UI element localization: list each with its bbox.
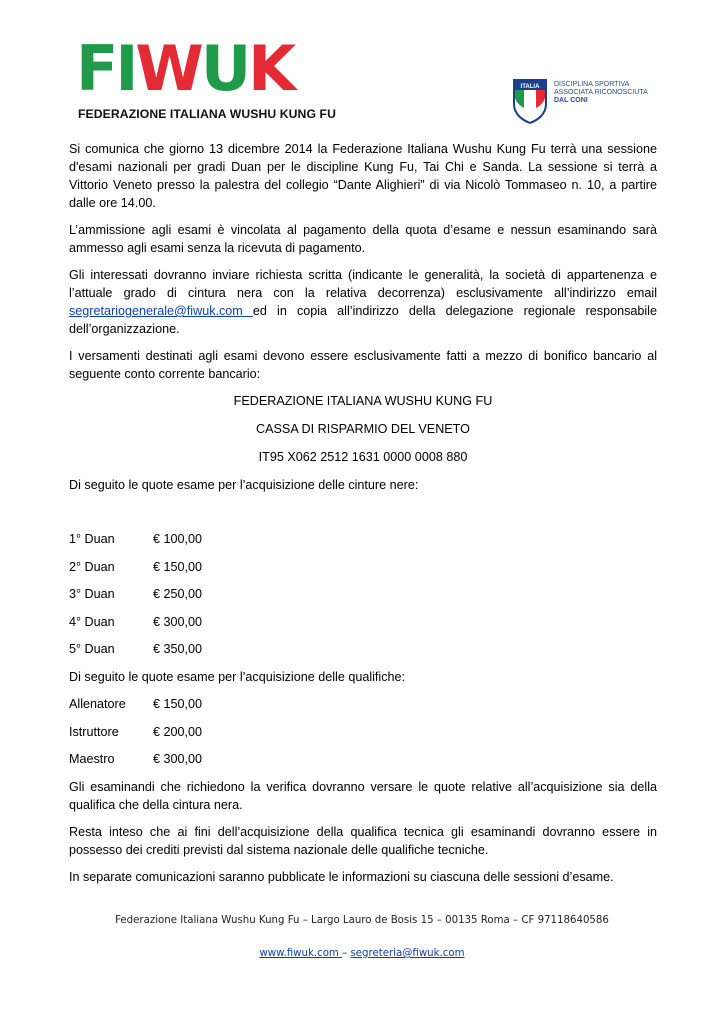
fee-row xyxy=(69,613,657,631)
fee-row xyxy=(69,695,657,713)
bank-iban: IT95 X062 2512 1631 0000 0008 880 xyxy=(258,450,468,464)
paragraph-credits: Resta inteso che ai fini dell’acquisizione della qualifica tecnica gli esaminandi dovranno essere in possesso dei crediti previsti dal sistema nazionale delle qualifiche tecniche. xyxy=(69,824,657,857)
fee-amount: € 300,00 xyxy=(153,614,203,629)
spacer xyxy=(69,503,657,530)
paragraph-verification: Gli esaminandi che richiedono la verifica dovranno versare le quote relative all’acquisizione sia della qualifica che della cintura nera. xyxy=(69,779,657,812)
logo-wordmark: FIWUK xyxy=(76,32,294,105)
fee-label: Maestro xyxy=(69,752,115,767)
fee-label: Istruttore xyxy=(69,724,119,739)
fee-row xyxy=(69,558,657,576)
paragraph-admission: L’ammissione agli esami è vincolata al pagamento della quota d’esame e nessun esaminando sarà ammesso agli esami senza la ricevuta di pagamento. xyxy=(69,223,657,255)
fee-amount: € 250,00 xyxy=(153,587,203,602)
fee-label: 4° Duan xyxy=(69,614,115,629)
fee-label: 5° Duan xyxy=(69,642,115,657)
website-link[interactable]: www.fiwuk.com xyxy=(259,948,343,959)
coni-line: DAL CONI xyxy=(554,97,588,104)
coni-badge xyxy=(512,78,652,126)
logo-subtitle: FEDERAZIONE ITALIANA WUSHU KUNG FU xyxy=(78,107,336,121)
duan-fee-list xyxy=(69,530,657,658)
fee-amount: € 100,00 xyxy=(153,532,203,546)
italia-shield-icon xyxy=(512,78,548,124)
footer-email-link[interactable]: segreteria@fiwuk.com xyxy=(350,948,465,959)
fee-row xyxy=(69,750,657,768)
fee-amount: € 350,00 xyxy=(153,642,203,657)
coni-line: DISCIPLINA SPORTIVA xyxy=(554,81,630,88)
paragraph-announcement: Si comunica che giorno 13 dicembre 2014 la Federazione Italiana Wushu Kung Fu terrà una sessione d'esami nazionali per gradi Duan per le discipline Kung Fu, Tai Chi e Sanda. La sessione si terrà a Vittorio Veneto presso la palestra del collegio “Dante Alighieri” di via Nicolò Tommaseo n. 10, a partire dalle ore 14.00. xyxy=(69,142,657,210)
email-link[interactable]: segretariogenerale@fiwuk.com xyxy=(69,304,253,318)
request-text: Gli interessati dovranno inviare richiesta scritta (indicante le generalità, la società di appartenenza e l’attuale grado di cintura nera con la relativa decorrenza) esclusivamente all’indirizzo email xyxy=(69,268,657,300)
fiwuk-logo xyxy=(76,32,336,124)
fee-row xyxy=(69,640,657,658)
fee-label: 3° Duan xyxy=(69,587,115,602)
paragraph-payment: I versamenti destinati agli esami devono essere esclusivamente fatti a mezzo di bonifico bancario al seguente conto corrente bancario: xyxy=(69,349,657,381)
coni-line: ASSOCIATA RICONOSCIUTA xyxy=(554,89,648,96)
paragraph-closing: In separate comunicazioni saranno pubblicate le informazioni su ciascuna delle sessioni d’esame. xyxy=(69,869,614,884)
duan-fees-intro: Di seguito le quote esame per l’acquisizione delle cinture nere: xyxy=(69,478,419,492)
fee-amount: € 300,00 xyxy=(153,752,203,767)
fee-label: 1° Duan xyxy=(69,532,115,546)
footer-address: Federazione Italiana Wushu Kung Fu – Largo Lauro de Bosis 15 – 00135 Roma – CF 97118640586 xyxy=(115,915,609,926)
footer-links xyxy=(0,948,724,959)
fee-row xyxy=(69,530,657,548)
qualification-fee-list xyxy=(69,695,657,768)
shield-label: ITALIA xyxy=(520,84,540,90)
fee-row xyxy=(69,585,657,603)
bank-name: CASSA DI RISPARMIO DEL VENETO xyxy=(256,422,470,436)
footer-separator: – xyxy=(342,948,351,959)
letter-body xyxy=(69,140,657,895)
fee-amount: € 150,00 xyxy=(153,559,203,574)
request-text-end: ed in copia all’indirizzo della delegazione regionale responsabile dell’organizzazione. xyxy=(69,304,657,336)
coni-text xyxy=(554,81,654,105)
fee-amount: € 200,00 xyxy=(153,724,203,739)
qualification-fees-intro: Di seguito le quote esame per l’acquisizione delle qualifiche: xyxy=(69,669,406,684)
bank-beneficiary: FEDERAZIONE ITALIANA WUSHU KUNG FU xyxy=(233,394,493,408)
fee-row xyxy=(69,723,657,741)
fee-label: Allenatore xyxy=(69,696,126,711)
fee-amount: € 150,00 xyxy=(153,696,203,711)
fee-label: 2° Duan xyxy=(69,559,115,574)
paragraph-request xyxy=(69,266,657,338)
